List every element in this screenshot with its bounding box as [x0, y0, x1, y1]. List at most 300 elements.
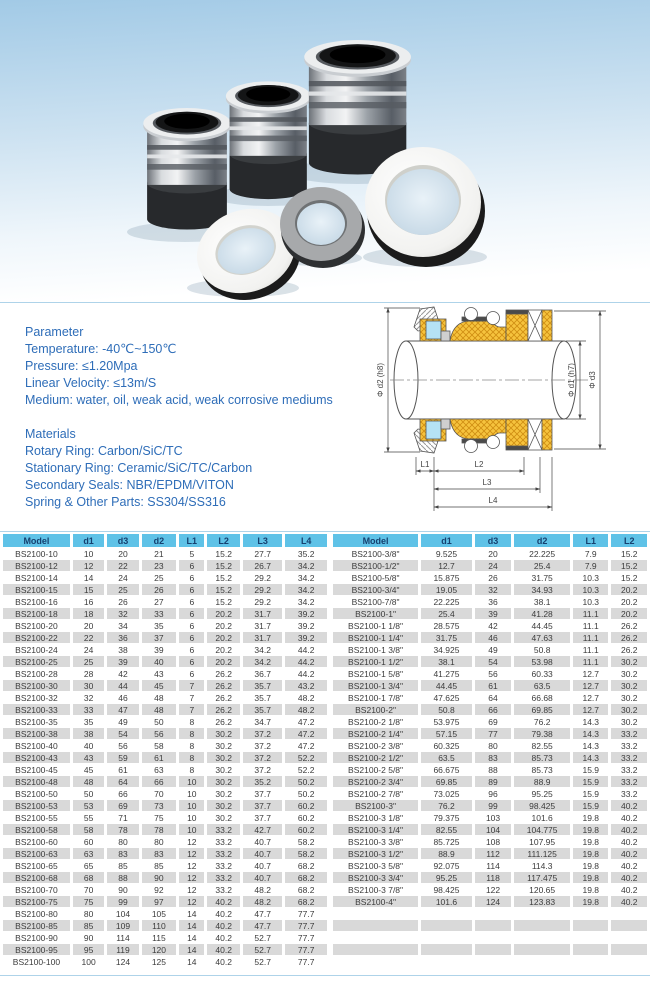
column-header: L1 [573, 534, 608, 547]
table-cell: 92 [154, 884, 164, 895]
dim-label-l3: L3 [482, 478, 492, 487]
table-cell: 42 [118, 668, 128, 679]
table-cell: 11.1 [582, 644, 599, 655]
table-row [333, 584, 647, 595]
table-cell [333, 920, 418, 931]
table-cell: 26.2 [215, 716, 232, 727]
table-cell: 40.2 [611, 896, 647, 907]
table-row [3, 944, 327, 955]
table-cell: 70 [83, 884, 94, 895]
materials-line: Stationary Ring: Ceramic/SiC/TC/Carbon [25, 461, 253, 475]
dim-label-l1: L1 [420, 460, 430, 469]
table-cell: 10 [83, 548, 94, 559]
table-cell: 37.7 [254, 788, 271, 799]
table-cell: 35.7 [243, 704, 283, 715]
table-cell: 24 [475, 560, 511, 571]
table-cell: 29.2 [254, 596, 271, 607]
table-cell: 109 [107, 920, 138, 931]
table-cell: 20.2 [620, 596, 638, 607]
table-cell: 111.125 [514, 848, 570, 859]
table-cell: 26.7 [243, 560, 283, 571]
table-cell: 10.3 [582, 596, 600, 607]
table-cell: 25 [73, 656, 104, 667]
table-cell: 7.9 [573, 560, 608, 571]
table-cell: 40.7 [254, 836, 271, 847]
table-row [3, 596, 327, 607]
table-cell: 10 [179, 824, 204, 835]
table-cell: 19.8 [573, 896, 608, 907]
dim-label-d3: Φ d3 [588, 371, 597, 389]
table-cell [421, 956, 472, 967]
table-cell: 12.7 [582, 692, 600, 703]
table-cell: 40.2 [620, 884, 638, 895]
table-cell: 42.7 [243, 824, 283, 835]
table-cell: 11.1 [573, 632, 608, 643]
table-cell: 77.7 [297, 932, 315, 943]
table-cell: 25 [154, 572, 164, 583]
table-cell: 33.2 [620, 764, 638, 775]
table-cell: BS2100-12 [3, 560, 70, 571]
table-cell: 95.25 [531, 788, 553, 799]
table-cell: 39 [475, 608, 511, 619]
table-row [333, 572, 647, 583]
table-cell: 6 [179, 656, 204, 667]
table-cell: BS2100-2 1/4" [333, 728, 418, 739]
table-cell [514, 908, 570, 919]
table-cell: 104 [475, 824, 511, 835]
table-cell: 20.2 [611, 584, 647, 595]
table-cell: 60 [83, 836, 94, 847]
table-cell: BS2100-60 [15, 836, 58, 847]
table-cell: 39 [154, 644, 164, 655]
table-cell: 32 [107, 608, 138, 619]
column-header: d2 [514, 534, 570, 547]
table-cell: BS2100-68 [3, 872, 70, 883]
spec-text [25, 324, 370, 528]
table-cell: 20.2 [207, 656, 239, 667]
table-cell: 37.2 [243, 752, 283, 763]
table-cell: 20 [118, 548, 128, 559]
table-cell: BS2100-14 [15, 572, 58, 583]
table-cell: 48 [142, 704, 176, 715]
table-cell: 19.8 [582, 884, 600, 895]
table-cell: 101.6 [421, 896, 472, 907]
table-cell: 124 [115, 956, 131, 967]
table-cell: 114.3 [531, 860, 553, 871]
table-cell: 15.2 [207, 584, 239, 595]
table-cell [333, 944, 418, 955]
table-cell: 26 [488, 572, 498, 583]
table-cell: 35.7 [254, 692, 271, 703]
table-cell: 58.2 [297, 836, 315, 847]
table-cell: 47.7 [254, 908, 271, 919]
table-cell: 41.28 [514, 608, 570, 619]
table-cell: 7.9 [584, 548, 597, 559]
table-cell: 46 [118, 692, 128, 703]
table-row [333, 800, 647, 811]
table-cell: BS2100-48 [3, 776, 70, 787]
table-cell: 52.7 [254, 932, 271, 943]
table-cell: 88.9 [421, 848, 472, 859]
table-row [333, 548, 647, 559]
table-cell [475, 944, 511, 955]
table-cell: 85 [73, 920, 104, 931]
table-row [333, 704, 647, 715]
table-cell: 30.2 [620, 668, 638, 679]
table-cell: 88 [107, 872, 138, 883]
table-cell: BS2100-3 3/4" [333, 872, 418, 883]
table-row [3, 812, 327, 823]
table-cell: BS2100-30 [3, 680, 70, 691]
seal-diagram-drawing [376, 305, 648, 525]
table-cell: 88 [488, 764, 498, 775]
table-row [3, 764, 327, 775]
table-cell: 10 [179, 800, 204, 811]
table-cell: 77.7 [297, 908, 315, 919]
table-cell: 52.7 [254, 956, 271, 967]
table-cell: BS2100-2 5/8" [348, 764, 404, 775]
table-row [3, 896, 327, 907]
table-cell: 33.2 [611, 776, 647, 787]
parameter-line: Medium: water, oil, weak acid, weak corrosive mediums [25, 393, 333, 407]
table-cell: 12.7 [582, 668, 600, 679]
table-row [3, 752, 327, 763]
table-cell: 39.2 [285, 608, 327, 619]
table-cell: 37.2 [243, 728, 283, 739]
table-cell [475, 908, 511, 919]
table-row [333, 776, 647, 787]
table-cell: BS2100-38 [3, 728, 70, 739]
table-cell: 120 [142, 944, 176, 955]
table-cell: 44.2 [285, 656, 327, 667]
table-cell: 36 [488, 596, 498, 607]
table-cell: 33.2 [620, 788, 638, 799]
table-cell: 15.2 [611, 560, 647, 571]
table-row [333, 944, 647, 955]
table-cell [514, 932, 570, 943]
table-cell: 88.9 [514, 776, 570, 787]
table-cell: 15.9 [582, 764, 600, 775]
table-cell: 56 [118, 740, 128, 751]
table-cell: 61 [475, 680, 511, 691]
table-cell: 80 [118, 836, 128, 847]
table-cell: 30.2 [215, 788, 232, 799]
table-cell: 60.2 [285, 824, 327, 835]
table-cell: 20 [488, 548, 498, 559]
table-cell: BS2100-2 7/8" [348, 788, 404, 799]
table-cell: BS2100-80 [15, 908, 58, 919]
spec-tables [0, 533, 650, 968]
table-cell: 40.2 [611, 824, 647, 835]
table-cell: 54 [475, 656, 511, 667]
table-cell: BS2100-43 [3, 752, 70, 763]
table-cell: BS2100-45 [15, 764, 58, 775]
table-cell: 46 [475, 632, 511, 643]
table-cell: 16 [83, 596, 94, 607]
table-cell: 30.2 [207, 728, 239, 739]
table-row [333, 860, 647, 871]
table-cell: 50.2 [297, 788, 315, 799]
table-cell: 22.225 [433, 596, 460, 607]
table-row [3, 788, 327, 799]
table-cell: BS2100-7/8" [351, 596, 400, 607]
table-cell: 50.8 [533, 644, 551, 655]
table-cell: 35 [83, 716, 94, 727]
table-cell: 47.2 [285, 728, 327, 739]
table-cell: 44.45 [421, 680, 472, 691]
table-cell: 79.38 [514, 728, 570, 739]
table-cell: 26.2 [215, 668, 232, 679]
materials-block [25, 426, 370, 511]
table-cell: 77.7 [285, 944, 327, 955]
table-cell: 66.68 [531, 692, 553, 703]
table-cell: 11.1 [582, 620, 599, 631]
table-cell: 49 [488, 644, 498, 655]
table-cell: 32 [475, 584, 511, 595]
table-cell: 53.975 [433, 716, 460, 727]
table-row [333, 740, 647, 751]
table-cell: 110 [142, 920, 176, 931]
column-header: L2 [207, 534, 239, 547]
table-row [3, 776, 327, 787]
table-cell: BS2100-1" [333, 608, 418, 619]
table-cell: 34.2 [297, 572, 315, 583]
table-cell [514, 920, 570, 931]
table-cell: 40.7 [243, 872, 283, 883]
table-cell: 53 [73, 800, 104, 811]
seal-cross-section-diagram [376, 305, 648, 525]
table-cell: 77.7 [285, 920, 327, 931]
table-cell: 47 [107, 704, 138, 715]
table-cell: 12 [187, 884, 197, 895]
table-row [333, 752, 647, 763]
table-cell: 50 [154, 716, 164, 727]
table-cell: 66 [475, 704, 511, 715]
table-cell: BS2100-1 3/4" [333, 680, 418, 691]
table-cell: 48.2 [285, 704, 327, 715]
metric-size-table [0, 533, 330, 968]
table-cell: BS2100-90 [15, 932, 58, 943]
table-cell: 57.15 [421, 728, 472, 739]
table-cell: 9.525 [435, 548, 458, 559]
table-cell: BS2100-32 [15, 692, 58, 703]
parameter-line: Linear Velocity: ≤13m/S [25, 376, 157, 390]
column-header: L3 [243, 534, 283, 547]
table-cell: 95.25 [421, 872, 472, 883]
table-cell: 26.2 [215, 692, 232, 703]
table-cell: 39.2 [297, 620, 315, 631]
table-row [333, 644, 647, 655]
materials-lines [25, 443, 370, 511]
table-cell: 14.3 [582, 740, 600, 751]
table-row [3, 740, 327, 751]
table-row [333, 716, 647, 727]
table-cell: 27.7 [254, 548, 271, 559]
table-cell: 10 [179, 776, 204, 787]
table-cell: 48 [154, 692, 164, 703]
table-cell [611, 932, 647, 943]
table-cell: 112 [475, 848, 511, 859]
table-cell: 20 [83, 620, 94, 631]
table-cell: 26 [118, 596, 128, 607]
table-row [333, 680, 647, 691]
table-cell: BS2100-2" [333, 704, 418, 715]
table-cell: 40.2 [207, 920, 239, 931]
table-cell: 38 [118, 644, 128, 655]
table-cell: BS2100-2 3/4" [333, 776, 418, 787]
table-cell: 68.2 [285, 872, 327, 883]
table-cell: 6 [189, 572, 195, 583]
table-cell [514, 956, 570, 967]
table-cell: 35.2 [243, 776, 283, 787]
table-cell: 33 [142, 608, 176, 619]
table-cell: 12 [179, 896, 204, 907]
table-cell: 58 [73, 824, 104, 835]
table-cell: 103 [485, 812, 501, 823]
table-cell [611, 908, 647, 919]
table-cell: 50.8 [421, 704, 472, 715]
table-cell: 19.8 [573, 872, 608, 883]
table-cell: 90 [83, 932, 94, 943]
table-cell: BS2100-33 [3, 704, 70, 715]
table-cell: BS2100-1 1/4" [333, 632, 418, 643]
table-cell: 82.55 [531, 740, 553, 751]
table-cell: 122 [485, 884, 501, 895]
table-cell: 118 [475, 872, 511, 883]
table-cell: 12.7 [573, 680, 608, 691]
table-cell: 63.5 [514, 680, 570, 691]
table-row [3, 656, 327, 667]
table-cell: BS2100-3 3/8" [348, 836, 404, 847]
table-cell: 117.475 [514, 872, 570, 883]
table-cell: 101.6 [531, 812, 553, 823]
table-cell: 44 [107, 680, 138, 691]
table-cell: 34.2 [285, 584, 327, 595]
table-cell: 35 [154, 620, 164, 631]
table-cell: 56 [488, 668, 498, 679]
table-cell: 76.2 [533, 716, 551, 727]
table-cell: 33.2 [611, 728, 647, 739]
table-cell: 66 [118, 788, 128, 799]
table-cell: 55 [83, 812, 94, 823]
table-cell: BS2100-2 1/8" [348, 716, 404, 727]
table-cell: 30.2 [207, 752, 239, 763]
table-cell: 82.55 [421, 824, 472, 835]
table-cell: BS2100-63 [3, 848, 70, 859]
table-cell: 40.2 [611, 872, 647, 883]
table-cell: 6 [189, 644, 195, 655]
table-cell: 11.1 [573, 656, 608, 667]
table-cell: 54 [107, 728, 138, 739]
table-cell: 61 [142, 752, 176, 763]
table-cell: 114 [486, 860, 500, 871]
table-row [333, 824, 647, 835]
table-cell [611, 944, 647, 955]
table-row [3, 692, 327, 703]
table-cell: 69 [107, 800, 138, 811]
table-cell: 56 [142, 728, 176, 739]
table-cell: 43 [73, 752, 104, 763]
table-cell [475, 920, 511, 931]
table-cell [573, 932, 608, 943]
table-cell: 31.7 [243, 608, 283, 619]
table-cell: 37.2 [254, 740, 271, 751]
materials-title: Materials [25, 427, 76, 441]
table-cell: 104 [115, 908, 131, 919]
table-cell: 19.8 [582, 836, 600, 847]
table-cell: 12 [73, 560, 104, 571]
table-cell: BS2100-1/2" [333, 560, 418, 571]
table-cell: 33.2 [215, 884, 232, 895]
table-row [3, 644, 327, 655]
table-cell: 34.2 [254, 644, 271, 655]
table-cell: 19.8 [582, 812, 600, 823]
table-cell: 25.4 [421, 608, 472, 619]
table-cell: 34.93 [514, 584, 570, 595]
table-cell: 40.2 [611, 800, 647, 811]
table-cell: 34.925 [433, 644, 460, 655]
column-header: d3 [107, 534, 138, 547]
table-row [3, 800, 327, 811]
table-cell: 52.2 [285, 752, 327, 763]
table-cell: BS2100-1 1/8" [348, 620, 404, 631]
table-cell: 89 [475, 776, 511, 787]
table-cell: BS2100-3/4" [333, 584, 418, 595]
dim-label-d2: Φ d2 (h8) [376, 363, 385, 397]
table-row [3, 716, 327, 727]
table-cell [333, 908, 418, 919]
table-cell [475, 956, 511, 967]
table-row [3, 668, 327, 679]
table-cell: 24 [83, 644, 94, 655]
table-cell: 50.2 [285, 776, 327, 787]
table-cell: 92.075 [433, 860, 460, 871]
table-cell: 114 [116, 932, 130, 943]
table-cell: 73.025 [433, 788, 460, 799]
table-cell: 52.2 [297, 764, 315, 775]
table-cell: BS2100-2 1/2" [333, 752, 418, 763]
table-cell: 47.2 [297, 740, 315, 751]
table-cell: BS2100-2 3/8" [348, 740, 404, 751]
table-cell: 85.73 [531, 764, 553, 775]
table-cell: BS2100-25 [3, 656, 70, 667]
table-cell: 14 [179, 920, 204, 931]
table-row [333, 764, 647, 775]
table-cell: 40.2 [620, 836, 638, 847]
table-cell: 69 [488, 716, 498, 727]
table-cell: BS2100-1 5/8" [348, 668, 404, 679]
table-cell: 30.2 [207, 776, 239, 787]
column-header: d1 [73, 534, 104, 547]
table-cell: 75 [154, 812, 164, 823]
table-cell: 47.7 [243, 920, 283, 931]
table-cell: 15.2 [215, 596, 232, 607]
table-cell: 124 [475, 896, 511, 907]
materials-line: Rotary Ring: Carbon/SiC/TC [25, 444, 183, 458]
table-cell: 12 [179, 848, 204, 859]
table-cell: 40.2 [611, 848, 647, 859]
table-cell: BS2100-20 [15, 620, 58, 631]
table-cell [611, 920, 647, 931]
table-cell: 20.2 [207, 608, 239, 619]
table-cell: 44.45 [531, 620, 553, 631]
table-cell: 44.2 [297, 668, 315, 679]
table-cell: 36 [107, 632, 138, 643]
table-cell: BS2100-5/8" [351, 572, 400, 583]
table-cell: 19.8 [573, 848, 608, 859]
table-cell: 63.5 [421, 752, 472, 763]
table-cell: 30.2 [611, 656, 647, 667]
